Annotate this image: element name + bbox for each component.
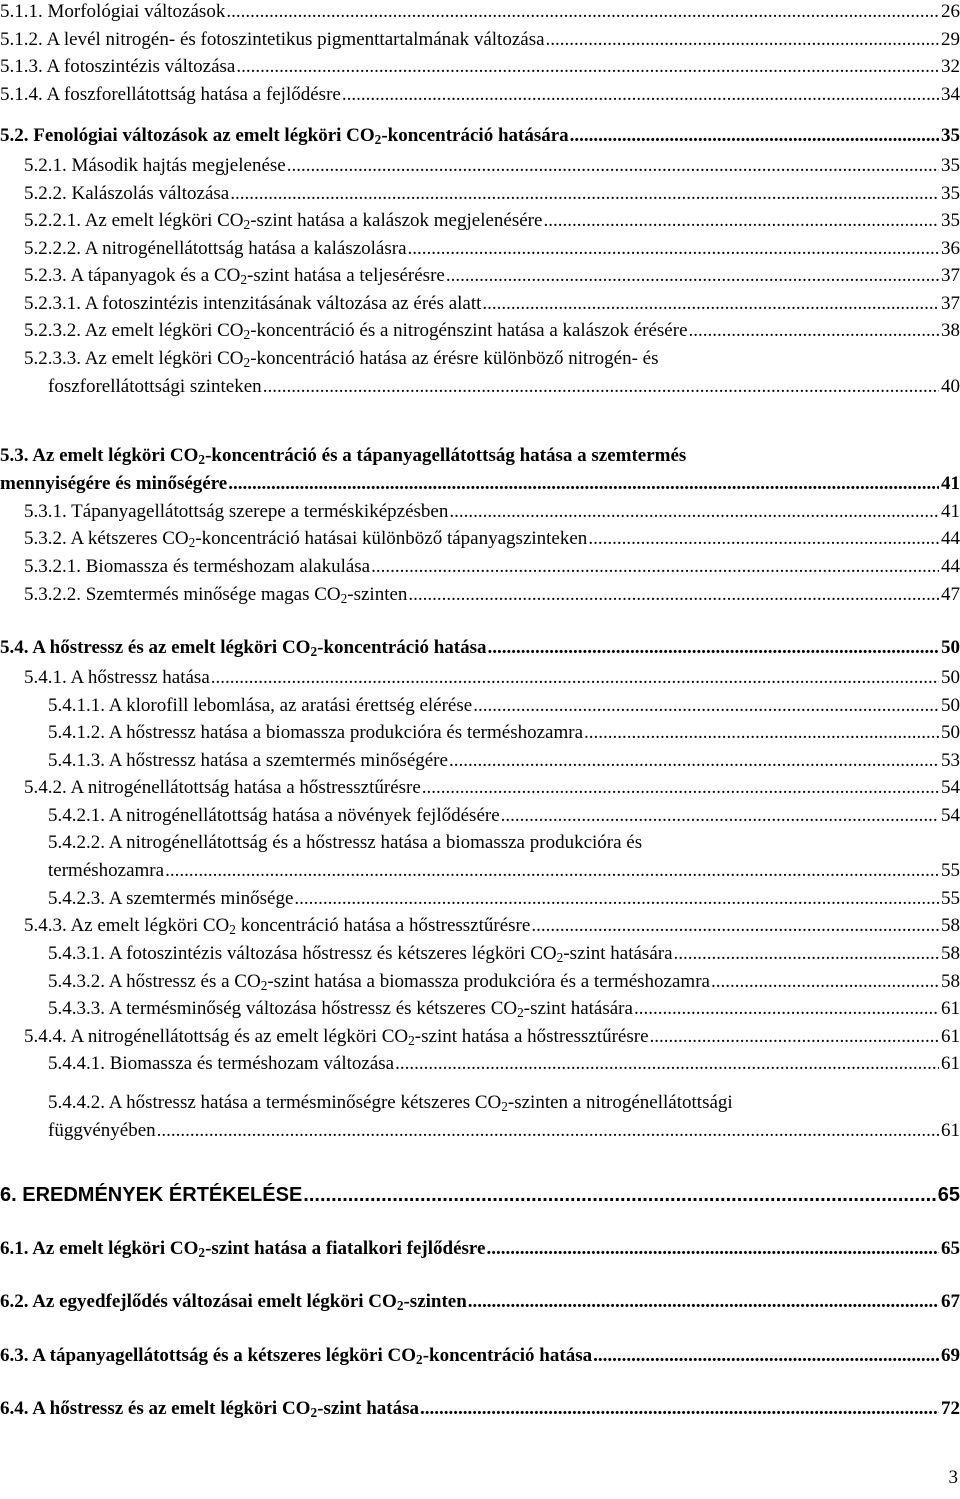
dot-leader bbox=[156, 1117, 939, 1145]
toc-entry[interactable] bbox=[0, 122, 960, 150]
toc-entry-title: 5.2.2.2. A nitrogénellátottság hatása a kalászolásra bbox=[24, 238, 407, 259]
toc-entry[interactable] bbox=[0, 634, 960, 662]
toc-entry-title: 5.3.2.1. Biomassza és terméshozam alakulása bbox=[24, 556, 371, 577]
toc-page-number: 34 bbox=[941, 84, 960, 105]
toc-entry[interactable] bbox=[24, 1023, 960, 1051]
toc-page-number: 40 bbox=[941, 376, 960, 397]
toc-page-number: 72 bbox=[941, 1398, 960, 1419]
toc-entry-title: 5.2.3.2. Az emelt légköri $CO_2$-koncentráció és a nitrogénszint hatása a kalászok érésére bbox=[24, 320, 688, 342]
toc-page-number: 58 bbox=[941, 943, 960, 964]
toc-page-number: 67 bbox=[941, 1291, 960, 1312]
dot-leader bbox=[467, 1288, 939, 1316]
toc-entry[interactable] bbox=[48, 802, 960, 830]
toc-page-number: 35 bbox=[941, 155, 960, 176]
toc-entry-title: 5.2.2. Kalászolás változása bbox=[24, 183, 230, 204]
toc-page-number: 69 bbox=[941, 1345, 960, 1366]
toc-entry[interactable] bbox=[48, 995, 960, 1023]
toc-entry[interactable] bbox=[48, 940, 960, 968]
dot-leader bbox=[530, 912, 939, 940]
toc-entry[interactable] bbox=[24, 207, 960, 235]
toc-page-number: 35 bbox=[941, 210, 960, 231]
toc-entry[interactable] bbox=[24, 525, 960, 553]
dot-leader bbox=[419, 1395, 939, 1423]
toc-entry[interactable] bbox=[24, 262, 960, 290]
toc-page-number: 35 bbox=[941, 183, 960, 204]
toc-page-number: 55 bbox=[941, 860, 960, 881]
toc-entry[interactable] bbox=[24, 180, 960, 208]
toc-entry[interactable] bbox=[24, 290, 960, 318]
toc-entry-title-line: 5.4.4.2. A hőstressz hatása a termésminőségre kétszeres $CO_2$-szinten a nitrogénellátottsági bbox=[48, 1092, 733, 1114]
dot-leader bbox=[407, 581, 939, 609]
toc-entry[interactable] bbox=[24, 774, 960, 802]
dot-leader bbox=[485, 1235, 939, 1263]
toc-page-number: 55 bbox=[941, 888, 960, 909]
toc-entry-title: 5.1.3. A fotoszintézis változása bbox=[0, 56, 236, 77]
toc-entry-title: 6.1. Az emelt légköri $CO_2$-szint hatása a fiatalkori fejlődésre bbox=[0, 1238, 486, 1260]
toc-page-number: 50 bbox=[941, 667, 960, 688]
dot-leader bbox=[587, 525, 939, 553]
toc-page-number: 61 bbox=[941, 1026, 960, 1047]
toc-entry-title: 5.4.2. A nitrogénellátottság hatása a hőstressztűrésre bbox=[24, 777, 421, 798]
dot-leader bbox=[302, 1181, 935, 1209]
dot-leader bbox=[210, 664, 939, 692]
dot-leader bbox=[229, 180, 939, 208]
toc-entry[interactable] bbox=[0, 1288, 960, 1316]
toc-entry-title: 5.4.1.2. A hőstressz hatása a biomassza produkcióra és terméshozamra bbox=[48, 722, 584, 743]
toc-entry[interactable] bbox=[48, 692, 960, 720]
toc-entry[interactable] bbox=[48, 1050, 960, 1078]
toc-page-number: 38 bbox=[941, 320, 960, 341]
toc-entry[interactable] bbox=[0, 442, 960, 498]
toc-entry-title: 5.4.1.3. A hőstressz hatása a szemtermés minőségére bbox=[48, 750, 448, 771]
dot-leader bbox=[421, 774, 939, 802]
toc-entry-title: 5.2.3. A tápanyagok és a $CO_2$-szint hatása a teljesérésre bbox=[24, 265, 445, 287]
toc-page-number: 50 bbox=[941, 722, 960, 743]
toc-entry-title: 5.4.4.1. Biomassza és terméshozam változása bbox=[48, 1053, 395, 1074]
dot-leader bbox=[649, 1023, 939, 1051]
toc-entry-title: függvényében bbox=[48, 1120, 156, 1141]
dot-leader bbox=[500, 802, 939, 830]
toc-page-number: 50 bbox=[941, 695, 960, 716]
toc-page-number: 36 bbox=[941, 238, 960, 259]
dot-leader bbox=[286, 152, 939, 180]
toc-page-number: 50 bbox=[941, 637, 960, 658]
toc-page-number: 37 bbox=[941, 265, 960, 286]
toc-page-number: 53 bbox=[941, 750, 960, 771]
dot-leader bbox=[545, 26, 939, 54]
toc-page-number: 26 bbox=[941, 1, 960, 22]
toc-entry-title: 5.3.2.2. Szemtermés minősége magas $CO_2$-szinten bbox=[24, 584, 408, 606]
dot-leader bbox=[341, 81, 939, 109]
toc-entry-title: 5.4.1.1. A klorofill lebomlása, az aratási érettség elérése bbox=[48, 695, 473, 716]
toc-page-number: 61 bbox=[941, 998, 960, 1019]
toc-entry[interactable] bbox=[0, 1235, 960, 1263]
toc-entry-title: 5.1.4. A foszforellátottság hatása a fejlődésre bbox=[0, 84, 341, 105]
toc-entry-title-line: 5.4.2.2. A nitrogénellátottság és a hőstressz hatása a biomassza produkcióra és bbox=[48, 832, 643, 853]
dot-leader bbox=[445, 262, 939, 290]
toc-page-number: 54 bbox=[941, 805, 960, 826]
toc-entry[interactable] bbox=[24, 553, 960, 581]
toc-page-number: 29 bbox=[941, 29, 960, 50]
toc-page-number: 37 bbox=[941, 293, 960, 314]
dot-leader bbox=[235, 53, 939, 81]
toc-entry-title: mennyiségére és minőségére bbox=[0, 473, 228, 494]
toc-entry-title: 5.2. Fenológiai változások az emelt légköri $CO_2$-koncentráció hatására bbox=[0, 125, 569, 147]
toc-entry[interactable] bbox=[48, 719, 960, 747]
toc-entry[interactable] bbox=[24, 345, 960, 401]
toc-entry[interactable] bbox=[0, 81, 960, 109]
toc-entry-title: 5.3.2. A kétszeres $CO_2$-koncentráció hatásai különböző tápanyagszinteken bbox=[24, 528, 588, 550]
toc-entry-title: 5.4.1. A hőstressz hatása bbox=[24, 667, 210, 688]
toc-page-number: 61 bbox=[941, 1053, 960, 1074]
toc-entry[interactable] bbox=[0, 1181, 960, 1209]
dot-leader bbox=[472, 692, 939, 720]
dot-leader bbox=[688, 317, 939, 345]
toc-page-number: 41 bbox=[941, 501, 960, 522]
toc-entry[interactable] bbox=[24, 912, 960, 940]
dot-leader bbox=[448, 498, 939, 526]
dot-leader bbox=[583, 719, 939, 747]
toc-entry-title: 5.3.1. Tápanyagellátottság szerepe a terméskiképzésben bbox=[24, 501, 449, 522]
toc-page-number: 44 bbox=[941, 556, 960, 577]
toc-page-number: 65 bbox=[941, 1238, 960, 1259]
dot-leader bbox=[407, 235, 939, 263]
toc-entry[interactable] bbox=[24, 664, 960, 692]
dot-leader bbox=[592, 1342, 939, 1370]
toc-entry-title: 5.2.1. Második hajtás megjelenése bbox=[24, 155, 286, 176]
toc-entry[interactable] bbox=[48, 968, 960, 996]
toc-page-number: 58 bbox=[941, 971, 960, 992]
toc-entry-title: 5.4. A hőstressz és az emelt légköri $CO_2$-koncentráció hatása bbox=[0, 637, 487, 659]
toc-entry-title: 5.4.3.3. A termésminőség változása hőstressz és kétszeres $CO_2$-szint hatására bbox=[48, 998, 633, 1020]
page-number: 3 bbox=[948, 1467, 958, 1488]
dot-leader bbox=[293, 885, 939, 913]
toc-page-number: 44 bbox=[941, 528, 960, 549]
dot-leader bbox=[710, 968, 939, 996]
toc-page-number: 35 bbox=[941, 125, 960, 146]
toc-entry-title: 5.4.4. A nitrogénellátottság és az emelt légköri $CO_2$-szint hatása a hőstressztűrésre bbox=[24, 1026, 649, 1048]
dot-leader bbox=[262, 373, 939, 401]
toc-entry-title: 5.2.3.1. A fotoszintézis intenzitásának változása az érés alatt bbox=[24, 293, 482, 314]
dot-leader bbox=[673, 940, 939, 968]
toc-entry[interactable] bbox=[48, 829, 960, 885]
dot-leader bbox=[394, 1050, 939, 1078]
toc-entry[interactable] bbox=[24, 235, 960, 263]
toc-entry-title: 5.1.2. A levél nitrogén- és fotoszintetikus pigmenttartalmának változása bbox=[0, 29, 545, 50]
toc-entry[interactable] bbox=[48, 1089, 960, 1145]
dot-leader bbox=[225, 0, 939, 26]
toc-entry[interactable] bbox=[24, 581, 960, 609]
dot-leader bbox=[370, 553, 939, 581]
toc-entry-title: 5.4.3. Az emelt légköri $CO_2$ koncentráció hatása a hőstressztűrésre bbox=[24, 915, 531, 937]
toc-entry[interactable] bbox=[0, 1395, 960, 1423]
toc-entry-title: 6.2. Az egyedfejlődés változásai emelt légköri $CO_2$-szinten bbox=[0, 1291, 467, 1313]
dot-leader bbox=[487, 634, 939, 662]
toc-page-number: 61 bbox=[941, 1120, 960, 1141]
toc-entry[interactable] bbox=[24, 152, 960, 180]
dot-leader bbox=[569, 122, 939, 150]
dot-leader bbox=[542, 207, 939, 235]
toc-entry[interactable] bbox=[48, 885, 960, 913]
toc-entry-title: foszforellátottsági szinteken bbox=[48, 376, 262, 397]
toc-entry-title: terméshozamra bbox=[48, 860, 165, 881]
toc-entry-title-line: 5.3. Az emelt légköri $CO_2$-koncentráció és a tápanyagellátottság hatása a szemtermés bbox=[0, 445, 687, 467]
toc-entry-title: 6.3. A tápanyagellátottság és a kétszeres légköri $CO_2$-koncentráció hatása bbox=[0, 1345, 593, 1367]
dot-leader bbox=[633, 995, 939, 1023]
toc-entry[interactable] bbox=[48, 747, 960, 775]
toc-entry-title-line: 5.2.3.3. Az emelt légköri $CO_2$-koncentráció hatása az érésre különböző nitrogén- és bbox=[24, 348, 659, 370]
toc-entry[interactable] bbox=[0, 1342, 960, 1370]
dot-leader bbox=[227, 470, 939, 498]
toc-page-number: 41 bbox=[941, 473, 960, 494]
toc-entry-title: 5.2.2.1. Az emelt légköri $CO_2$-szint hatása a kalászok megjelenésére bbox=[24, 210, 543, 232]
dot-leader bbox=[448, 747, 939, 775]
toc-entry[interactable] bbox=[0, 0, 960, 26]
toc-entry-title: 6.4. A hőstressz és az emelt légköri $CO_2$-szint hatása bbox=[0, 1398, 419, 1420]
dot-leader bbox=[164, 857, 939, 885]
toc-entry-title: 5.1.1. Morfológiai változások bbox=[0, 1, 226, 22]
dot-leader bbox=[481, 290, 939, 318]
toc-entry[interactable] bbox=[24, 317, 960, 345]
toc-entry[interactable] bbox=[0, 26, 960, 54]
toc-entry-title: 5.4.3.2. A hőstressz és a $CO_2$-szint hatása a biomassza produkcióra és a terméshozamra bbox=[48, 971, 710, 993]
toc-page-number: 58 bbox=[941, 915, 960, 936]
toc-page-number: 32 bbox=[941, 56, 960, 77]
toc-entry-title: 5.4.2.1. A nitrogénellátottság hatása a növények fejlődésére bbox=[48, 805, 500, 826]
toc-page-number: 54 bbox=[941, 777, 960, 798]
toc-page-number: 47 bbox=[941, 584, 960, 605]
toc-page-number: 65 bbox=[937, 1184, 960, 1206]
toc-entry-title: 6. EREDMÉNYEK ÉRTÉKELÉSE bbox=[0, 1184, 303, 1206]
toc-entry-title: 5.4.3.1. A fotoszintézis változása hőstressz és kétszeres légköri $CO_2$-szint hatására bbox=[48, 943, 673, 965]
toc-entry-title: 5.4.2.3. A szemtermés minősége bbox=[48, 888, 294, 909]
toc-entry[interactable] bbox=[24, 498, 960, 526]
toc-entry[interactable] bbox=[0, 53, 960, 81]
